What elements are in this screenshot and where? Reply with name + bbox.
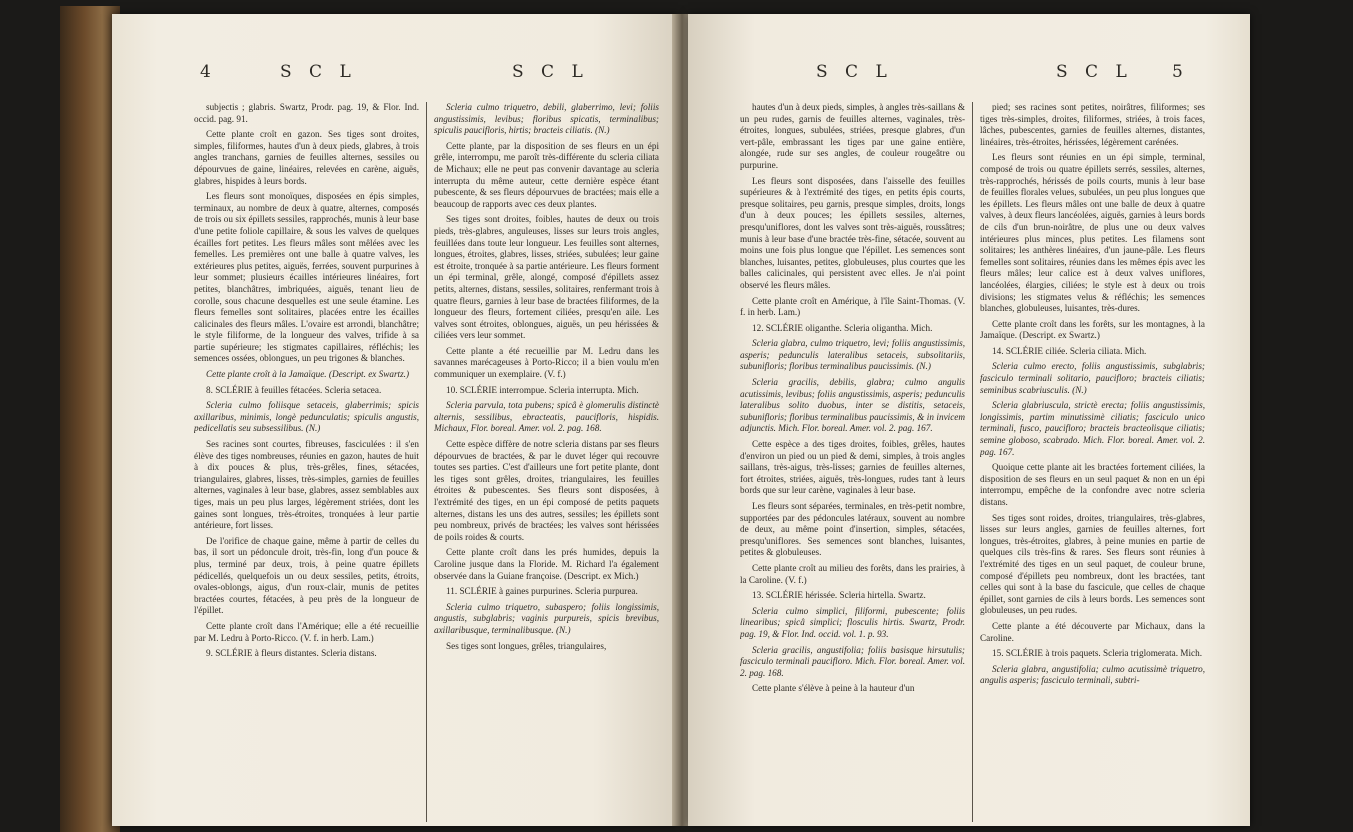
paragraph: Cette espèce diffère de notre scleria distans par ses fleurs dépourvues de bractées, & par le duvet léger qui recouvre toutes ses parties. C'est d'ailleurs une fort petite plante, dont les tiges sont grêles, droites, triangulaires, les feuilles étroites & pubescentes. Ses fleurs sont disposées, à l'extrémité des tiges, en un épi composé de petits paquets alternes, distans les uns des autres, sessiles; les épillets sont peu nombreux, privés de bractées; les valves sont hérissées de poils roides & courts. <box>434 439 659 542</box>
paragraph: Ses tiges sont longues, grêles, triangulaires, <box>446 640 607 651</box>
paragraph: Scleria glabra, culmo triquetro, levi; foliis angustissimis, asperis; pedunculis lateralibus setaceis, subsolitariis, subunifloris; floribus terminalibus paucissimis. (N.) <box>740 338 965 372</box>
paragraph: hautes d'un à deux pieds, simples, à angles très-saillans & un peu rudes, garnis de feuilles alternes, vaginales, très-étroites, longues, subulées, striées, presque glabres, d'un vert-pâle, embrassant les tiges par une gaine entière, alongée, rude sur ses angles, de couleur rougeâtre ou purpurine. <box>740 102 965 170</box>
paragraph: Les fleurs sont disposées, dans l'aisselle des feuilles supérieures & à l'extrémité des tiges, en petits épis courts, presque solitaires, peu garnis, presque simples, droits, longs d'un à deux pouces; les épillets sessiles, alternes, presqu'uniflores, dont les valves sont très-aiguës, roussâtres; munis à leur base d'une bractée très-fine, sétacée, souvent au moins une fois plus longue que l'épillet. Les semences sont blanches, luisantes, petites, globuleuses, plus courtes que les balles calicinales, qui persistent avec elles. Je n'ai point observé les fleurs mâles. <box>740 175 965 290</box>
paragraph: Scleria culmo simplici, filiformi, pubescente; foliis linearibus; spicâ simplici; flosculis hirtis. Swartz, Prodr. pag. 19, & Flor. Ind. occid. vol. 1. p. 93. <box>740 605 965 639</box>
running-head: S C L <box>1056 62 1133 82</box>
page-number: 5 <box>1172 62 1189 82</box>
paragraph: Scleria glabriuscula, strictè erecta; foliis angustissimis, longissimis, partim minutissimè ciliatis; fasciculo unico terminali, fusco, paucifloro; bracteis bracteolisque ciliatis; semine globoso, scabrado. Mich. Flor. boreal. Amer. vol. 2. pag. 167. <box>980 400 1205 457</box>
species-heading: 15. SCLÉRIE à trois paquets. Scleria triglomerata. Mich. <box>992 648 1202 659</box>
paragraph: subjectis ; glabris. Swartz, Prodr. pag. 19, & Flor. Ind. occid. pag. 91. <box>194 102 419 124</box>
paragraph: Ses tiges sont roides, droites, triangulaires, très-glabres, lisses sur leurs angles, garnies de feuilles alternes, fort longues, très-étroites, glabres, à peine munies en partie de quelques cils très-fins & rares. Ses fleurs sont réunies à l'extrémité des tiges en un seul paquet, de couleur brune, composé d'épillets peu nombreux, dont les bractées, tant celles qui sont à la base du fascicule, que celles de chaque épillet, sont garnies de cils à leurs bords. Les semences sont globuleuses, un peu rudes. <box>980 512 1205 616</box>
paragraph: Cette plante croît dans l'Amérique; elle a été recueillie par M. Ledru à Porto-Ricco. (V. f. in herb. Lam.) <box>194 620 419 643</box>
paragraph: Cette plante s'élève à peine à la hauteur d'un <box>752 683 915 694</box>
paragraph: Scleria culmo triquetro, subaspero; foliis longissimis, angustis, subglabris; vaginis purpureis, spicis brevibus, axillaribusque, terminalibusque. (N.) <box>434 601 659 635</box>
text-column-1 <box>740 102 965 832</box>
book-spine <box>60 6 120 832</box>
paragraph: Les fleurs sont séparées, terminales, en très-petit nombre, supportées par des pédoncules latéraux, souvent au nombre de deux, au même point d'insertion, simples, sétacées, presqu'uniflores. Ses semences sont blanches, luisantes, petites & globuleuses. <box>740 501 965 558</box>
species-heading: 11. SCLÉRIE à gaines purpurines. Scleria purpurea. <box>446 586 638 597</box>
left-page <box>112 14 678 826</box>
species-heading: 12. SCLÉRIE oliganthe. Scleria oligantha. Mich. <box>752 322 933 333</box>
paragraph: Cette plante croît dans les prés humides, depuis la Caroline jusque dans la Floride. M. Richard l'a également observée dans la Guiane françoise. (Descript. ex Mich.) <box>434 547 659 581</box>
text-column-1 <box>194 102 419 832</box>
paragraph: Scleria glabra, angustifolia; culmo acutissimè triquetro, angulis asperis; fasciculo terminali, subtri- <box>980 663 1205 686</box>
paragraph: Scleria gracilis, angustifolia; foliis basisque hirsutulis; fasciculo terminali paucifloro. Mich. Flor. boreal. Amer. vol. 2. pag. 168. <box>740 644 965 678</box>
species-heading: 13. SCLÉRIE hérissée. Scleria hirtella. Swartz. <box>752 590 926 601</box>
paragraph: Les fleurs sont réunies en un épi simple, terminal, composé de trois ou quatre épillets serrés, sessiles, alternes, très-rapprochés, hérissés de poils courts, munis à leur base de feuilles florales velues, subulées, un peu plus longues que les épillets. Les fleurs mâles ont une balle de deux à quatre valves, à deux fleurs lancéolées, aiguës, garnies à leurs bords de cils d'un brun-noirâtre, de plus une ou deux valves intérieures plus minces, plus petites. Les filamens sont solitaires; les anthères linéaires, d'un jaune-pâle. Les fleurs femelles sont solitaires, réunies dans les mêmes épis avec les fleurs mâles; leur calice est à deux valves uniflores, lancéolées, élargies, ciliées; le style est à deux ou trois divisions; les stigmates velus & réfléchis; les semences blanches, globuleuses, luisantes, très-dures. <box>980 152 1205 314</box>
paragraph: Scleria gracilis, debilis, glabra; culmo angulis acutissimis, levibus; foliis angustissimis, asperis; pedunculis lateralibus solito duobus, inter se distitis, setaceis, subunifloris; floribus terminalibus paucissimis, & in invicem adjunctis. Mich. Flor. boreal. Amer. vol. 2. pag. 167. <box>740 377 965 434</box>
paragraph: Quoique cette plante ait les bractées fortement ciliées, la disposition de ses fleurs en un seul paquet & non en un épi interrompu, empêche de la confondre avec notre scleria distans. <box>980 462 1205 507</box>
paragraph: Cette plante a été découverte par Michaux, dans la Caroline. <box>980 620 1205 643</box>
right-page <box>688 14 1250 826</box>
text-column-2 <box>434 102 659 832</box>
page-number: 4 <box>200 62 217 82</box>
species-heading: 10. SCLÉRIE interrompue. Scleria interrupta. Mich. <box>446 384 639 395</box>
paragraph: Les fleurs sont monoïques, disposées en épis simples, terminaux, au nombre de deux à quatre, alternes, composés de trois ou six épillets sessiles, rapprochés, munis à leur base d'une petite foliole capillaire, & sous les valves de quelques écailles fort petites. Les fleurs mâles sont mêlées avec les femelles. Les premières ont une balle à quatre valves, les extérieures plus petites, aiguës, ferrées, souvent purpurines à leur sommet; plusieurs écailles intérieures linéaires, fort petites, blanchâtres, imbriquées, aiguës, tenant lieu de corolle, sous chacune desquelles est une seule étamine. Les fleurs femelles sont solitaires, placées entre les écailles calicinales des fleurs mâles. L'ovaire est arrondi, blanchâtre; le style filiforme, de la longueur des valves, trifide à sa partie supérieure; les stigmates capillaires, réfléchis; les semences ossées, oblongues, un peu trigones & blanches. <box>194 191 419 364</box>
paragraph: Scleria parvula, tota pubens; spicâ è glomerulis distinctè alternis, sessilibus, ebracteatis, paucifloris, hispidis. Michaux, Flor. boreal. Amer. vol. 2. pag. 168. <box>434 400 659 434</box>
species-heading: 14. SCLÉRIE ciliée. Scleria ciliata. Mich. <box>992 345 1147 356</box>
running-head: S C L <box>280 62 357 82</box>
paragraph: Cette plante croît en Amérique, à l'île Saint-Thomas. (V. f. in herb. Lam.) <box>740 295 965 318</box>
paragraph: Scleria culmo foliisque setaceis, glaberrimis; spicis axillaribus, minimis, longè pedunculatis; spiculis angustis, pedicellatis seu subsessilibus. (N.) <box>194 400 419 434</box>
text-column-2 <box>980 102 1205 832</box>
running-head: S C L <box>512 62 589 82</box>
species-heading: 8. SCLÉRIE à feuilles fétacées. Scleria setacea. <box>206 384 382 395</box>
paragraph: Cette plante croît au milieu des forêts, dans les prairies, à la Caroline. (V. f.) <box>740 562 965 585</box>
paragraph: Scleria culmo erecto, foliis angustissimis, subglabris; fasciculo terminali solitario, paucifloro; bracteis ciliatis; seminibus scabriusculis. (N.) <box>980 361 1205 395</box>
paragraph: Cette plante croît à la Jamaïque. (Descript. ex Swartz.) <box>206 369 410 380</box>
column-rule <box>426 102 427 822</box>
paragraph: Ses racines sont courtes, fibreuses, fasciculées : il s'en élève des tiges nombreuses, réunies en gazon, hautes de huit à dix pouces & plus, très-grêles, fines, sétacées, triangulaires, glabres, lisses, très-simples, garnies de feuilles alternes, vaginales à leur base, glabres, assez semblables aux tiges, mais un peu plus larges, légèrement striées, dont les gaines sont longues, très-étroites, tronquées à leur partie antérieure, fort lisses. <box>194 439 419 531</box>
paragraph: Ses tiges sont droites, foibles, hautes de deux ou trois pieds, très-glabres, anguleuses, lisses sur leurs trois angles, feuillées dans toute leur longueur. Les feuilles sont alternes, longues, étroites, glabres, lisses, striées, subulées; leur gaine est étroite, tronquée à sa partie antérieure. Les fleurs forment un épi terminal, grêle, alongé, composé d'épillets assez petits, alternes, distans, sessiles, solitaires, renfermant trois à quatre fleurs, garnies à leur base de bractées filiformes, de la longueur des fleurs, fortement ciliées, presqu'en aile. Les valves sont étroites, oblongues, aiguës, un peu hérissées & ciliées vers leur sommet. <box>434 214 659 341</box>
paragraph: Cette plante croît en gazon. Ses tiges sont droites, simples, filiformes, hautes d'un à deux pieds, glabres, à trois angles tranchans, garnies de feuilles alternes, sessiles ou dépourvues de gaine, linéaires, relevées en carène, aiguës, glabres, hispides à leurs bords. <box>194 129 419 186</box>
paragraph: De l'orifice de chaque gaine, même à partir de celles du bas, il sort un pédoncule droit, très-fin, long d'un pouce & plus, terminé par deux, trois, à peine quatre épillets pédicellés, quelquefois un ou deux sessiles, petits, étroits, ovales-oblongs, aigus, d'un roux-clair, munis de petites bractées courtes, fétacées, à peu près de la longueur de l'épillet. <box>194 535 419 616</box>
column-rule <box>972 102 973 822</box>
paragraph: pied; ses racines sont petites, noirâtres, filiformes; ses tiges très-simples, droites, filiformes, striées, à trois faces, lâches, pubescentes, garnies de feuilles alternes, distantes, linéaires, très-étroites, hérissées, légèrement carénées. <box>980 102 1205 147</box>
paragraph: Cette espèce a des tiges droites, foibles, grêles, hautes d'environ un pied ou un pied & demi, simples, à trois angles saillans, très-aigus, très-lisses; garnies de feuilles alternes, fort étroites, striées, aiguës, très-longues, rudes tant à leurs bords que sur leur carène, vaginales à leur base. <box>740 439 965 496</box>
paragraph: Scleria culmo triquetro, debili, glaberrimo, levi; foliis angustissimis, levibus; floribus spicatis, terminalibus; spiculis paucifloris, hirtis; bracteis ciliatis. (N.) <box>434 102 659 136</box>
paragraph: Cette plante, par la disposition de ses fleurs en un épi grêle, interrompu, me paroît très-différente du scleria ciliata de Michaux; elle ne peut pas convenir davantage au scleria interrupta du même auteur, cette dernière espèce étant pubescente, & ses fleurs dépourvues de bractées; mais elle a beaucoup de rapports avec ces deux plantes. <box>434 140 659 209</box>
paragraph: Cette plante a été recueillie par M. Ledru dans les savannes marécageuses à Porto-Ricco; il a bien voulu m'en communiquer un exemplaire. (V. f.) <box>434 345 659 380</box>
running-head: S C L <box>816 62 893 82</box>
species-heading: 9. SCLÉRIE à fleurs distantes. Scleria distans. <box>206 648 377 659</box>
paragraph: Cette plante croît dans les forêts, sur les montagnes, à la Jamaïque. (Descript. ex Swartz.) <box>980 318 1205 341</box>
